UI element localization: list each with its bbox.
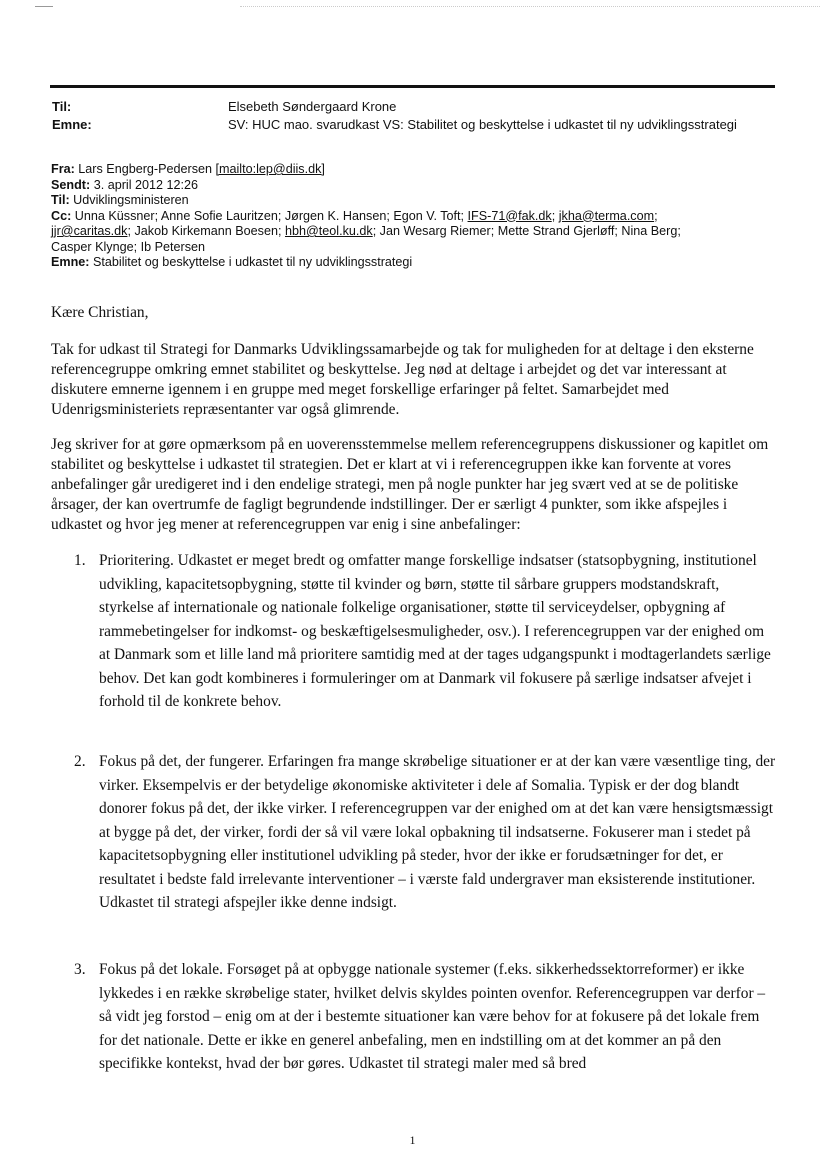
header-subject-value: SV: HUC mao. svarudkast VS: Stabilitet og beskyttelse i udkastet til ny udviklingsstrategi [228, 117, 737, 132]
letter-greeting-block [51, 303, 781, 323]
meta-sent-value: 3. april 2012 12:26 [93, 177, 199, 192]
meta-cc-link1[interactable]: IFS-71@fak.dk [467, 208, 552, 223]
meta-cc [51, 209, 781, 256]
letter-greeting: Kære Christian, [51, 304, 149, 321]
meta-to [51, 193, 781, 209]
meta-sent [51, 178, 781, 194]
meta-to-label: Til: [51, 193, 70, 207]
list-item-text: Fokus på det lokale. Forsøget på at opbygge nationale systemer (f.eks. sikkerhedssektorreformer) er ikke lykkedes i en række skrøbelige stater, hvilket delvis skyldes pointen ovenfor. Referencegruppen var derfor – så vidt jeg forstod – enig om at der i bestemte situationer kan være behov for at fokusere på det lokale frem for det nationale. Dette er ikke en generel anbefaling, men en indstilling om at det kommer an på den specifikke kontekst, hvad der bør gøres. Udkastet til strategi maler med så bred [99, 961, 766, 1072]
list-item-number: 1. [74, 552, 86, 569]
meta-cc-part2: ; Jakob Kirkemann Boesen; [127, 224, 282, 238]
list-item-number: 2. [74, 753, 86, 770]
meta-from-link[interactable]: [mailto:lep@diis.dk] [215, 162, 325, 176]
meta-cc-link3[interactable]: jjr@caritas.dk [51, 224, 128, 238]
meta-cc-link2[interactable]: jkha@terma.com [558, 208, 655, 223]
meta-cc-part3: ; Jan Wesarg Riemer; Mette Strand Gjerløff; Nina Berg; [372, 224, 681, 238]
meta-cc-sep2: ; [654, 208, 658, 223]
meta-to-value: Udviklingsministeren [73, 193, 189, 207]
header-to-value: Elsebeth Søndergaard Krone [228, 99, 397, 114]
meta-subject-value: Stabilitet og beskyttelse i udkastet til ny udviklingsstrategi [93, 255, 413, 269]
meta-sent-label: Sendt: [51, 177, 91, 192]
meta-from-value: Lars Engberg-Pedersen [78, 162, 213, 176]
page-number: 1 [409, 1133, 416, 1147]
meta-subject [51, 255, 781, 271]
list-item-number: 3. [74, 961, 86, 978]
meta-cc-label: Cc: [51, 208, 72, 223]
letter-para-2: Jeg skriver for at gøre opmærksom på en uoverensstemmelse mellem referencegruppens diskussioner og kapitlet om stabilitet og beskyttelse i udkastet til strategien. Det er klart at vi i referencegruppen ikke kan forvente at vores anbefalinger går uredigeret ind i den endelige strategi, men på nogle punkter har jeg svært ved at se de politiske årsager, der kan overtrumfe de fagligt begrundende indstillinger. Der er særligt 4 punkter, som ikke afspejles i udkastet og hvor jeg mener at referencegruppen var enig i sine anbefalinger: [51, 436, 769, 533]
list-item-text: Fokus på det, der fungerer. Erfaringen fra mange skrøbelige situationer er at der kan være væsentlige ting, der virker. Eksempelvis er der betydelige økonomiske aktiviteter i dele af Somalia. Typisk er der dog blandt donorer fokus på det, der ikke virker. I referencegruppen var der enighed om at det kan være hensigtsmæssigt at bygge på det, der virker, fordi der så vil være lokal opbakning til indsatserne. Fokuserer man i stedet på kapacitetsopbygning eller institutionel udvikling på steder, hvor der ikke er forudsætninger for det, er resultatet i bedste fald irrelevante interventioner – i værste fald undergraver man eksisterende institutioner. Udkastet til strategi afspejler ikke denne indsigt. [99, 753, 776, 911]
meta-cc-part1: Unna Küssner; Anne Sofie Lauritzen; Jørgen K. Hansen; Egon V. Toft; [74, 208, 465, 223]
letter-para-1: Tak for udkast til Strategi for Danmarks Udviklingssamarbejde og tak for muligheden for at deltage i den eksterne referencegruppe omkring emnet stabilitet og beskyttelse. Jeg nød at deltage i arbejdet og det var interessant at diskutere emnerne igennem i en gruppe med meget forskellige erfaringer på feltet. Samarbejdet med Udenrigsministeriets repræsentanter var også glimrende. [51, 341, 754, 418]
meta-cc-sep1: ; [551, 208, 556, 223]
header-to-label: Til: [52, 99, 72, 114]
letter-para-1-block [51, 340, 781, 420]
meta-subject-label: Emne: [51, 255, 90, 269]
header-subject-label: Emne: [52, 117, 92, 132]
top-margin-mark [35, 6, 53, 7]
meta-from [51, 162, 781, 178]
email-meta [51, 162, 781, 271]
meta-from-label: Fra: [51, 162, 75, 176]
header-rule [50, 85, 775, 88]
top-scan-line [240, 6, 820, 7]
list-item-text: Prioritering. Udkastet er meget bredt og omfatter mange forskellige indsatser (statsopbygning, institutionel udvikling, kapacitetsopbygning, støtte til kvinder og børn, støtte til sårbare gruppers modstandskraft, styrkelse af internationale og nationale folkelige organisationer, støtte til serviceydelser, opbygning af rammebetingelser for indkomst- og beskæftigelsesmuligheder, osv.). I referencegruppen var der enighed om at Danmark som et lille land må prioritere samtidig med at der tages udgangspunkt i modtagerlandets særlige behov. Det kan godt kombineres i formuleringer om at Danmark vil fokusere på særlige indsatser afvejet i forhold til de konkrete behov. [99, 552, 771, 710]
meta-cc-part4: Casper Klynge; Ib Petersen [51, 239, 206, 254]
letter-para-2-block [51, 435, 781, 535]
meta-cc-link4[interactable]: hbh@teol.ku.dk [284, 224, 373, 238]
